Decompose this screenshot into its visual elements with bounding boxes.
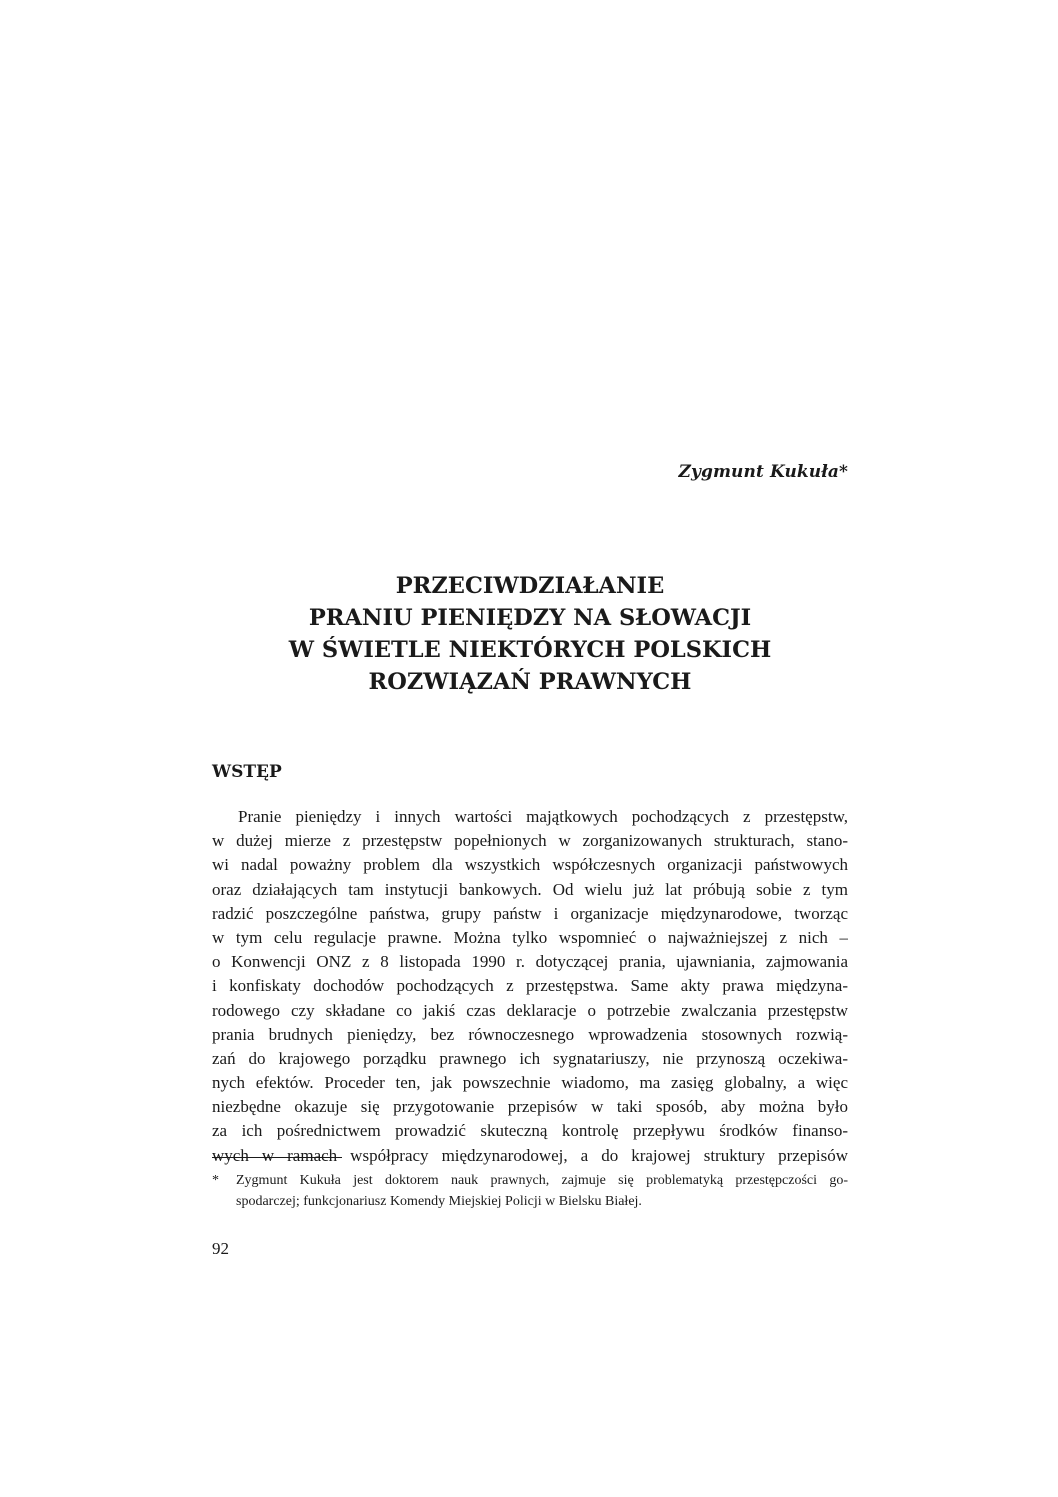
body-line: o Konwencji ONZ z 8 listopada 1990 r. dotyczącej prania, ujawniania, zajmowania bbox=[212, 952, 848, 972]
footnote-marker: * bbox=[212, 1173, 219, 1188]
body-line: nych efektów. Proceder ten, jak powszechnie wiadomo, ma zasięg globalny, a więc bbox=[212, 1073, 848, 1093]
body-line: niezbędne okazuje się przygotowanie przepisów w taki sposób, aby można było bbox=[212, 1097, 848, 1117]
author-name: Zygmunt Kukuła* bbox=[678, 462, 848, 482]
footnote-line: spodarczej; funkcjonariusz Komendy Miejskiej Policji w Bielsku Białej. bbox=[236, 1194, 642, 1209]
title-line: PRANIU PIENIĘDZY NA SŁOWACJI bbox=[308, 605, 752, 631]
title-line: ROZWIĄZAŃ PRAWNYCH bbox=[368, 669, 692, 695]
body-line: i konfiskaty dochodów pochodzących z przestępstwa. Same akty prawa międzyna- bbox=[212, 976, 848, 996]
title-line: PRZECIWDZIAŁANIE bbox=[395, 573, 665, 599]
body-line: rodowego czy składane co jakiś czas deklaracje o potrzebie zwalczania przestępstw bbox=[212, 1000, 848, 1020]
page-number: 92 bbox=[212, 1239, 229, 1258]
body-line: w dużej mierze z przestępstw popełnionych w zorganizowanych strukturach, stano- bbox=[212, 831, 848, 851]
body-line: zań do krajowego porządku prawnego ich sygnatariuszy, nie przynoszą oczekiwa- bbox=[212, 1048, 848, 1068]
body-line: wych w ramach współpracy międzynarodowej, a do krajowej struktury przepisów bbox=[212, 1145, 848, 1165]
body-paragraph bbox=[212, 805, 848, 1168]
footnote-divider bbox=[212, 1157, 342, 1158]
body-line: wi nadal poważny problem dla wszystkich współczesnych organizacji państwowych bbox=[212, 855, 848, 875]
body-line: radzić poszczególne państwa, grupy państw i organizacje międzynarodowe, tworząc bbox=[212, 903, 848, 923]
article-title bbox=[212, 570, 848, 698]
footnote-text bbox=[236, 1170, 848, 1212]
body-line: Pranie pieniędzy i innych wartości majątkowych pochodzących z przestępstw, bbox=[238, 807, 848, 826]
title-line: W ŚWIETLE NIEKTÓRYCH POLSKICH bbox=[288, 637, 772, 663]
section-heading: WSTĘP bbox=[212, 762, 282, 782]
body-line: oraz działających tam instytucji bankowych. Od wielu już lat próbują sobie z tym bbox=[212, 879, 848, 899]
footnote bbox=[212, 1170, 848, 1212]
body-line: w tym celu regulacje prawne. Można tylko wspomnieć o najważniejszej z nich – bbox=[212, 927, 848, 947]
body-line: za ich pośrednictwem prowadzić skuteczną kontrolę przepływu środków finanso- bbox=[212, 1121, 848, 1141]
body-line: prania brudnych pieniędzy, bez równoczesnego wprowadzenia stosownych rozwią- bbox=[212, 1024, 848, 1044]
footnote-line: Zygmunt Kukuła jest doktorem nauk prawnych, zajmuje się problematyką przestępczości go- bbox=[236, 1173, 848, 1188]
